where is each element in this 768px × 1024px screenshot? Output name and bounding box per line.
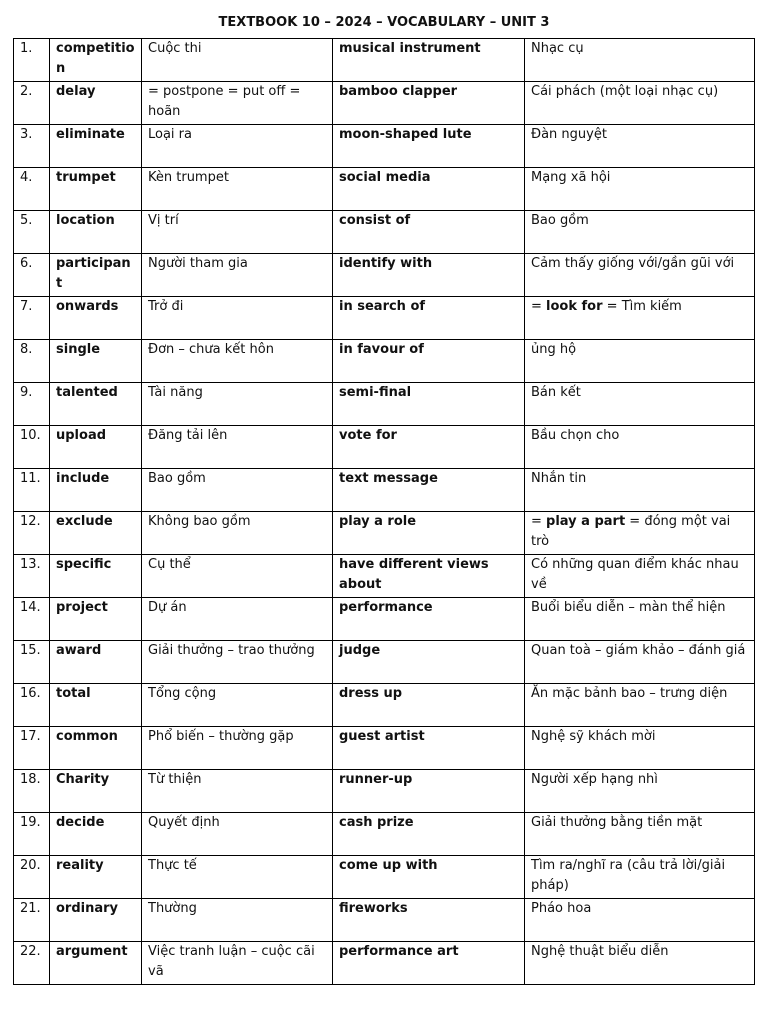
vocab-word: decide	[50, 813, 142, 856]
vocab-meaning: Tài năng	[142, 383, 333, 426]
vocab-word: talented	[50, 383, 142, 426]
row-number: 5.	[14, 211, 50, 254]
vocab-meaning: = postpone = put off = hoãn	[142, 82, 333, 125]
phrase-meaning: Nhạc cụ	[525, 39, 755, 82]
vocab-word: exclude	[50, 512, 142, 555]
vocab-phrase: vote for	[333, 426, 525, 469]
phrase-meaning: Nhắn tin	[525, 469, 755, 512]
table-row	[14, 856, 755, 899]
vocab-phrase: moon-shaped lute	[333, 125, 525, 168]
vocab-phrase: in favour of	[333, 340, 525, 383]
meaning-synonym: look for	[546, 299, 603, 314]
vocab-phrase: runner-up	[333, 770, 525, 813]
phrase-meaning: Nghệ sỹ khách mời	[525, 727, 755, 770]
vocab-word: location	[50, 211, 142, 254]
vocab-phrase: come up with	[333, 856, 525, 899]
phrase-meaning: Có những quan điểm khác nhau về	[525, 555, 755, 598]
vocab-meaning: Không bao gồm	[142, 512, 333, 555]
vocab-phrase: consist of	[333, 211, 525, 254]
vocab-phrase: performance art	[333, 942, 525, 985]
row-number: 1.	[14, 39, 50, 82]
vocab-meaning: Phổ biến – thường gặp	[142, 727, 333, 770]
vocab-meaning: Người tham gia	[142, 254, 333, 297]
vocab-meaning: Việc tranh luận – cuộc cãi vã	[142, 942, 333, 985]
vocab-meaning: Trở đi	[142, 297, 333, 340]
phrase-meaning: Nghệ thuật biểu diễn	[525, 942, 755, 985]
row-number: 14.	[14, 598, 50, 641]
row-number: 11.	[14, 469, 50, 512]
phrase-meaning: Bán kết	[525, 383, 755, 426]
vocab-word: single	[50, 340, 142, 383]
vocab-phrase: identify with	[333, 254, 525, 297]
vocab-phrase: have different views about	[333, 555, 525, 598]
table-row	[14, 168, 755, 211]
row-number: 8.	[14, 340, 50, 383]
phrase-meaning: Đàn nguyệt	[525, 125, 755, 168]
vocab-phrase: text message	[333, 469, 525, 512]
vocab-meaning: Đơn – chưa kết hôn	[142, 340, 333, 383]
vocab-meaning: Thực tế	[142, 856, 333, 899]
vocab-word: trumpet	[50, 168, 142, 211]
row-number: 9.	[14, 383, 50, 426]
phrase-meaning: Cảm thấy giống với/gần gũi với	[525, 254, 755, 297]
vocab-word: common	[50, 727, 142, 770]
vocab-phrase: semi-final	[333, 383, 525, 426]
phrase-meaning: Ăn mặc bảnh bao – trưng diện	[525, 684, 755, 727]
phrase-meaning: ủng hộ	[525, 340, 755, 383]
row-number: 17.	[14, 727, 50, 770]
row-number: 3.	[14, 125, 50, 168]
table-row	[14, 82, 755, 125]
row-number: 22.	[14, 942, 50, 985]
vocab-word: competition	[50, 39, 142, 82]
vocab-meaning: Thường	[142, 899, 333, 942]
vocab-phrase: judge	[333, 641, 525, 684]
vocabulary-table	[13, 38, 755, 985]
vocab-word: Charity	[50, 770, 142, 813]
vocab-meaning: Đăng tải lên	[142, 426, 333, 469]
vocab-word: eliminate	[50, 125, 142, 168]
vocab-word: upload	[50, 426, 142, 469]
vocab-meaning: Cuộc thi	[142, 39, 333, 82]
table-row	[14, 684, 755, 727]
vocab-meaning: Tổng cộng	[142, 684, 333, 727]
table-row	[14, 555, 755, 598]
table-row	[14, 469, 755, 512]
table-row	[14, 770, 755, 813]
meaning-synonym: play a part	[546, 514, 626, 529]
meaning-suffix: = Tìm kiếm	[602, 299, 682, 314]
vocab-phrase: play a role	[333, 512, 525, 555]
phrase-meaning: Bao gồm	[525, 211, 755, 254]
vocab-meaning: Từ thiện	[142, 770, 333, 813]
phrase-meaning: Bầu chọn cho	[525, 426, 755, 469]
phrase-meaning: Buổi biểu diễn – màn thể hiện	[525, 598, 755, 641]
vocab-word: participant	[50, 254, 142, 297]
phrase-meaning: Giải thưởng bằng tiền mặt	[525, 813, 755, 856]
row-number: 20.	[14, 856, 50, 899]
vocab-word: total	[50, 684, 142, 727]
table-row	[14, 125, 755, 168]
table-row	[14, 383, 755, 426]
vocab-word: project	[50, 598, 142, 641]
vocab-meaning: Cụ thể	[142, 555, 333, 598]
table-row	[14, 297, 755, 340]
vocab-meaning: Bao gồm	[142, 469, 333, 512]
row-number: 21.	[14, 899, 50, 942]
row-number: 10.	[14, 426, 50, 469]
vocab-meaning: Loại ra	[142, 125, 333, 168]
vocab-word: award	[50, 641, 142, 684]
vocabulary-table-body	[14, 39, 755, 985]
vocab-phrase: performance	[333, 598, 525, 641]
phrase-meaning	[525, 297, 755, 340]
table-row	[14, 340, 755, 383]
vocab-word: include	[50, 469, 142, 512]
vocab-meaning: Kèn trumpet	[142, 168, 333, 211]
table-row	[14, 512, 755, 555]
table-row	[14, 727, 755, 770]
phrase-meaning: Quan toà – giám khảo – đánh giá	[525, 641, 755, 684]
table-row	[14, 899, 755, 942]
vocab-phrase: guest artist	[333, 727, 525, 770]
page-title: TEXTBOOK 10 – 2024 – VOCABULARY – UNIT 3	[218, 15, 550, 30]
row-number: 6.	[14, 254, 50, 297]
row-number: 16.	[14, 684, 50, 727]
vocab-phrase: fireworks	[333, 899, 525, 942]
vocab-word: delay	[50, 82, 142, 125]
table-row	[14, 641, 755, 684]
meaning-prefix: =	[531, 299, 547, 314]
phrase-meaning: Tìm ra/nghĩ ra (câu trả lời/giải pháp)	[525, 856, 755, 899]
vocab-phrase: cash prize	[333, 813, 525, 856]
phrase-meaning: Pháo hoa	[525, 899, 755, 942]
vocab-meaning: Giải thưởng – trao thưởng	[142, 641, 333, 684]
vocab-phrase: musical instrument	[333, 39, 525, 82]
vocab-word: ordinary	[50, 899, 142, 942]
table-row	[14, 426, 755, 469]
row-number: 15.	[14, 641, 50, 684]
vocab-word: onwards	[50, 297, 142, 340]
vocab-meaning: Quyết định	[142, 813, 333, 856]
phrase-meaning	[525, 512, 755, 555]
row-number: 13.	[14, 555, 50, 598]
row-number: 12.	[14, 512, 50, 555]
row-number: 19.	[14, 813, 50, 856]
vocab-word: specific	[50, 555, 142, 598]
vocab-meaning: Dự án	[142, 598, 333, 641]
phrase-meaning: Người xếp hạng nhì	[525, 770, 755, 813]
row-number: 2.	[14, 82, 50, 125]
vocab-meaning: Vị trí	[142, 211, 333, 254]
table-row	[14, 942, 755, 985]
table-row	[14, 39, 755, 82]
vocab-phrase: dress up	[333, 684, 525, 727]
vocab-phrase: in search of	[333, 297, 525, 340]
table-row	[14, 598, 755, 641]
row-number: 4.	[14, 168, 50, 211]
row-number: 18.	[14, 770, 50, 813]
row-number: 7.	[14, 297, 50, 340]
table-row	[14, 211, 755, 254]
vocab-word: reality	[50, 856, 142, 899]
vocab-word: argument	[50, 942, 142, 985]
phrase-meaning: Mạng xã hội	[525, 168, 755, 211]
meaning-suffix: = đóng một vai trò	[531, 514, 731, 549]
meaning-prefix: =	[531, 514, 547, 529]
phrase-meaning: Cái phách (một loại nhạc cụ)	[525, 82, 755, 125]
vocab-phrase: social media	[333, 168, 525, 211]
table-row	[14, 254, 755, 297]
vocab-phrase: bamboo clapper	[333, 82, 525, 125]
table-row	[14, 813, 755, 856]
